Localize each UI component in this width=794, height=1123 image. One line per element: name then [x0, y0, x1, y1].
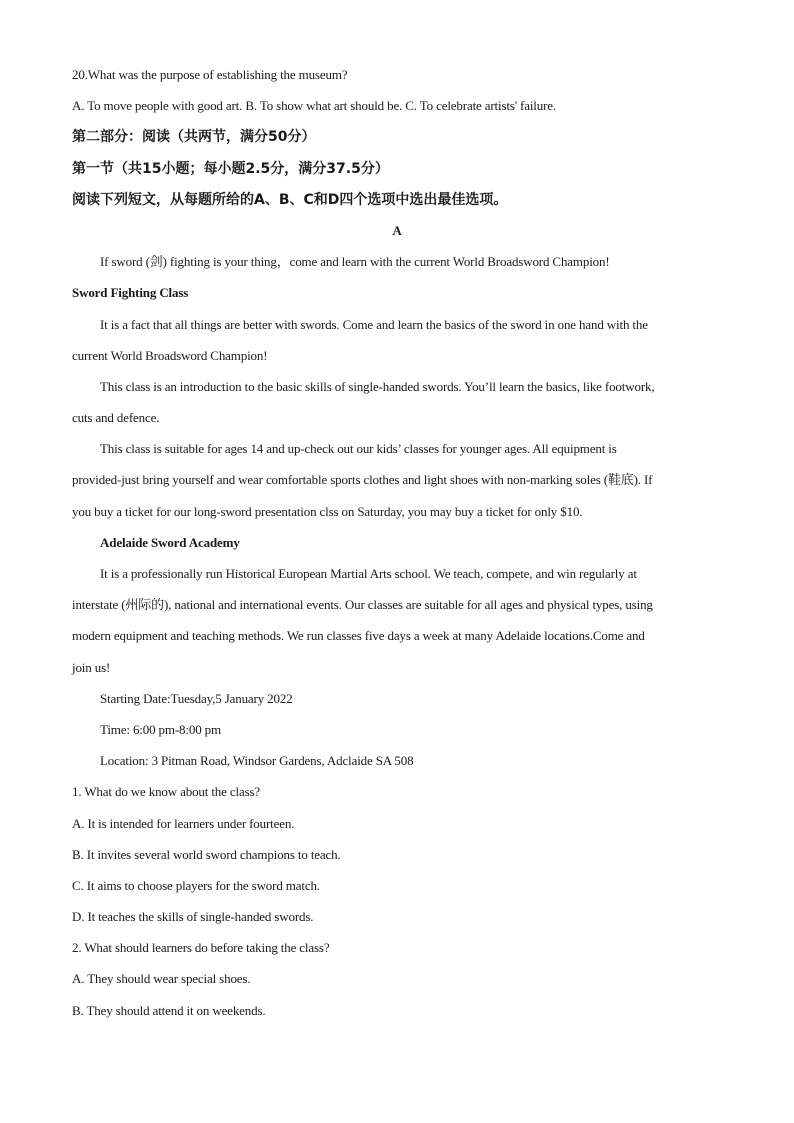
paragraph-3-line-1: This class is suitable for ages 14 and up-check out our kids’ classes for younger ages. All equipment is	[100, 441, 617, 457]
class-location: Location: 3 Pitman Road, Windsor Gardens, Adclaide SA 508	[100, 753, 414, 769]
paragraph-3-line-3: you buy a ticket for our long-sword presentation clss on Saturday, you may buy a ticket for only $10.	[72, 503, 583, 519]
question-20-options: A. To move people with good art. B. To show what art should be. C. To celebrate artists' failure.	[72, 98, 557, 114]
section1-heading: 第一节（共15小题；每小题2.5分，满分37.5分）	[72, 160, 389, 177]
paragraph-1-line-2: current World Broadsword Champion!	[72, 347, 268, 363]
question-1-stem: 1. What do we know about the class?	[72, 784, 261, 800]
academy-title: Adelaide Sword Academy	[100, 534, 240, 550]
passage-intro: If sword (剑) fighting is your thing，come and learn with the current World Broadsword Champion!	[100, 254, 610, 270]
paragraph-4-line-2: interstate (州际的), national and international events. Our classes are suitable for all ages and physical types, using	[72, 597, 653, 613]
question-1-option-c: C. It aims to choose players for the sword match.	[72, 877, 320, 893]
question-2-option-b: B. They should attend it on weekends.	[72, 1002, 266, 1018]
question-1-option-d: D. It teaches the skills of single-handed swords.	[72, 909, 314, 925]
paragraph-4-line-3: modern equipment and teaching methods. We run classes five days a week at many Adelaide locations.Come and	[72, 628, 645, 644]
starting-date: Starting Date:Tuesday,5 January 2022	[100, 690, 293, 706]
question-20-stem: 20.What was the purpose of establishing the museum?	[72, 67, 348, 82]
part2-heading: 第二部分：阅读（共两节，满分50分）	[72, 129, 316, 146]
document-page	[72, 62, 722, 1029]
class-title: Sword Fighting Class	[72, 285, 189, 301]
question-2-option-a: A. They should wear special shoes.	[72, 971, 251, 987]
paragraph-2-line-1: This class is an introduction to the basic skills of single-handed swords. You’ll learn the basics, like footwork,	[100, 378, 655, 394]
paragraph-3-line-2: provided-just bring yourself and wear comfortable sports clothes and light shoes with non-marking soles (鞋底). If	[72, 472, 653, 488]
paragraph-2-line-2: cuts and defence.	[72, 410, 160, 426]
class-time: Time: 6:00 pm-8:00 pm	[100, 721, 221, 737]
question-1-option-b: B. It invites several world sword champions to teach.	[72, 846, 341, 862]
passage-label: A	[392, 222, 402, 238]
paragraph-1-line-1: It is a fact that all things are better with swords. Come and learn the basics of the sword in one hand with the	[100, 316, 648, 332]
reading-instruction: 阅读下列短文，从每题所给的A、B、C和D四个选项中选出最佳选项。	[72, 191, 508, 208]
paragraph-4-line-1: It is a professionally run Historical European Martial Arts school. We teach, compete, and win regularly at	[100, 566, 637, 581]
question-1-option-a: A. It is intended for learners under fourteen.	[72, 815, 295, 831]
question-2-stem: 2. What should learners do before taking the class?	[72, 940, 330, 956]
paragraph-4-line-4: join us!	[72, 659, 111, 675]
